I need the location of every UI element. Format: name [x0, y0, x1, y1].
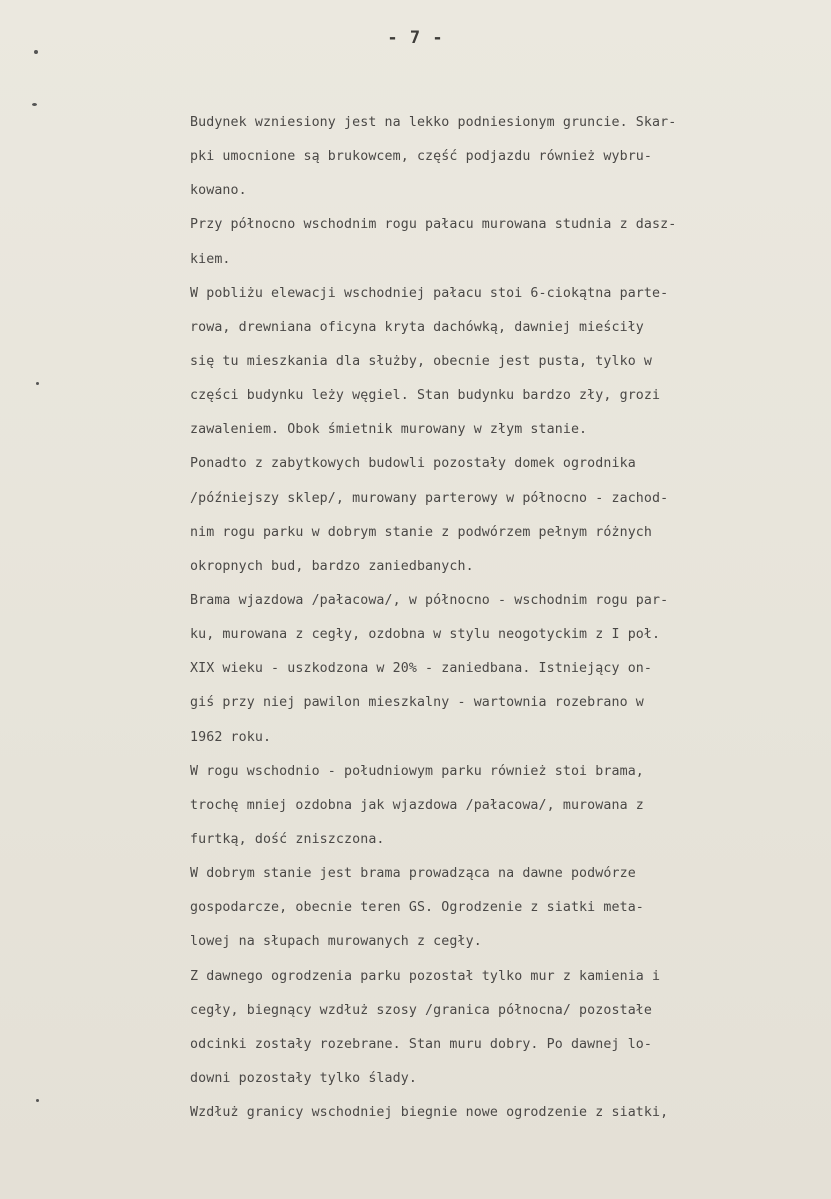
text-line: kowano. [190, 183, 247, 199]
text-line: Wzdłuż granicy wschodniej biegnie nowe ogrodzenie z siatki, [190, 1105, 669, 1121]
text-line: Brama wjazdowa /pałacowa/, w północno - wschodnim rogu par- [190, 592, 669, 608]
text-line: 1962 roku. [190, 729, 272, 745]
text-line: części budynku leży węgiel. Stan budynku bardzo zły, grozi [190, 388, 661, 404]
text-line: downi pozostały tylko ślady. [190, 1070, 417, 1086]
text-line: furtką, dość zniszczona. [190, 831, 385, 847]
text-line: W rogu wschodnio - południowym parku również stoi brama, [190, 763, 644, 779]
margin-mark [32, 103, 37, 106]
text-line: Ponadto z zabytkowych budowli pozostały domek ogrodnika [190, 456, 636, 472]
text-line: Z dawnego ogrodzenia parku pozostał tylko mur z kamienia i [190, 968, 661, 984]
typewritten-text [190, 106, 815, 1130]
text-line: ku, murowana z cegły, ozdobna w stylu neogotyckim z I poł. [190, 627, 661, 643]
text-line: XIX wieku - uszkodzona w 20% - zaniedbana. Istniejący on- [190, 661, 653, 677]
text-line: nim rogu parku w dobrym stanie z podwórzem pełnym różnych [190, 524, 653, 540]
text-line: rowa, drewniana oficyna kryta dachówką, dawniej mieściły [190, 319, 644, 335]
text-line: /późniejszy sklep/, murowany parterowy w północno - zachod- [190, 490, 669, 506]
margin-mark [36, 1099, 39, 1102]
text-line: W dobrym stanie jest brama prowadząca na dawne podwórze [190, 866, 636, 882]
text-line: zawaleniem. Obok śmietnik murowany w złym stanie. [190, 422, 588, 438]
text-line: W pobliżu elewacji wschodniej pałacu stoi 6-ciokątna parte- [190, 285, 669, 301]
text-line: cegły, biegnący wzdłuż szosy /granica północna/ pozostałe [190, 1002, 653, 1018]
margin-mark [36, 382, 39, 385]
text-line: trochę mniej ozdobna jak wjazdowa /pałacowa/, murowana z [190, 797, 644, 813]
text-line: kiem. [190, 251, 231, 267]
text-line: się tu mieszkania dla służby, obecnie jest pusta, tylko w [190, 353, 653, 369]
page-number: - 7 - [387, 28, 444, 48]
text-line: gospodarcze, obecnie teren GS. Ogrodzenie z siatki meta- [190, 900, 644, 916]
text-line: odcinki zostały rozebrane. Stan muru dobry. Po dawnej lo- [190, 1036, 653, 1052]
text-line: Przy północno wschodnim rogu pałacu murowana studnia z dasz- [190, 217, 677, 233]
text-line: Budynek wzniesiony jest na lekko podniesionym gruncie. Skar- [190, 115, 677, 130]
text-line: okropnych bud, bardzo zaniedbanych. [190, 558, 474, 574]
text-line: giś przy niej pawilon mieszkalny - wartownia rozebrano w [190, 695, 644, 711]
margin-mark [34, 50, 38, 54]
text-line: pki umocnione są brukowcem, część podjazdu również wybru- [190, 149, 653, 165]
text-line: lowej na słupach murowanych z cegły. [190, 934, 482, 950]
